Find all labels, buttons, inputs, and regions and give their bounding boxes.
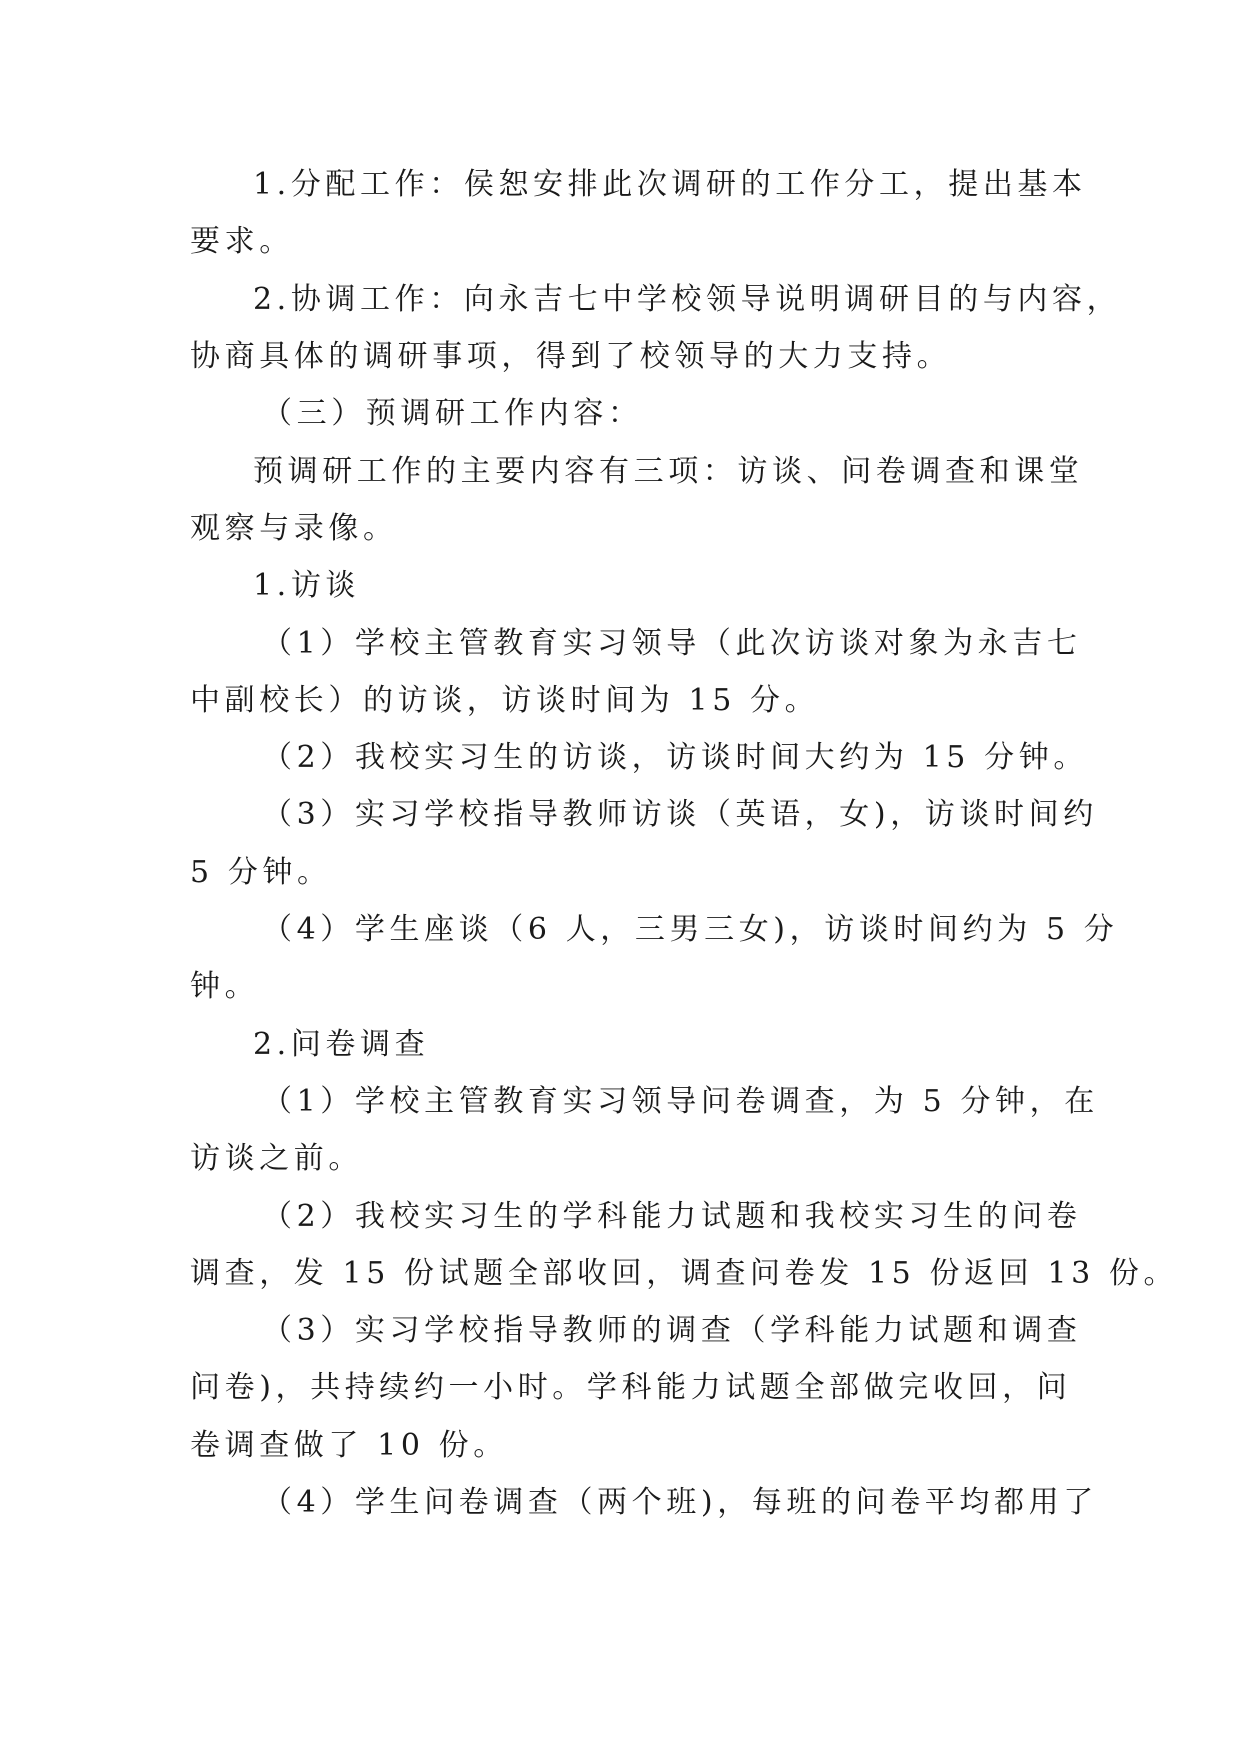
para-line-13: 5 分钟。 [190, 855, 332, 890]
para-line-10: 中副校长）的访谈，访谈时间为 15 分。 [190, 683, 820, 718]
para-line-11: （2）我校实习生的访谈，访谈时间大约为 15 分钟。 [262, 740, 1088, 775]
para-line-20: 调查，发 15 份试题全部收回，调查问卷发 15 份返回 13 份。 [190, 1256, 1179, 1291]
para-line-18: 访谈之前。 [190, 1141, 363, 1176]
para-line-24: （4）学生问卷调查（两个班)，每班的问卷平均都用了 [262, 1485, 1098, 1520]
para-line-19: （2）我校实习生的学科能力试题和我校实习生的问卷 [262, 1199, 1082, 1234]
para-line-21: （3）实习学校指导教师的调查（学科能力试题和调查 [262, 1313, 1082, 1348]
para-line-22: 问卷)，共持续约一小时。学科能力试题全部做完收回，问 [190, 1370, 1072, 1405]
section-heading: （三）预调研工作内容： [262, 396, 643, 431]
para-line-9: （1）学校主管教育实习领导（此次访谈对象为永吉七 [262, 626, 1082, 661]
para-line-7: 观察与录像。 [190, 511, 398, 546]
subheading-interview: 1.访谈 [253, 568, 361, 603]
para-line-23: 卷调查做了 10 份。 [190, 1428, 508, 1463]
para-line-2: 要求。 [190, 224, 294, 259]
para-line-3: 2.协调工作：向永吉七中学校领导说明调研目的与内容， [253, 282, 1122, 317]
para-line-6: 预调研工作的主要内容有三项：访谈、问卷调查和课堂 [253, 454, 1084, 489]
para-line-17: （1）学校主管教育实习领导问卷调查，为 5 分钟，在 [262, 1084, 1099, 1119]
para-line-12: （3）实习学校指导教师访谈（英语，女)，访谈时间约 [262, 797, 1098, 832]
para-line-15: 钟。 [190, 969, 260, 1004]
para-line-14: （4）学生座谈（6 人，三男三女)，访谈时间约为 5 分 [262, 912, 1119, 947]
para-line-4: 协商具体的调研事项，得到了校领导的大力支持。 [190, 339, 952, 374]
para-line-1: 1.分配工作：侯恕安排此次调研的工作分工，提出基本 [253, 167, 1087, 202]
subheading-survey: 2.问卷调查 [253, 1027, 430, 1062]
